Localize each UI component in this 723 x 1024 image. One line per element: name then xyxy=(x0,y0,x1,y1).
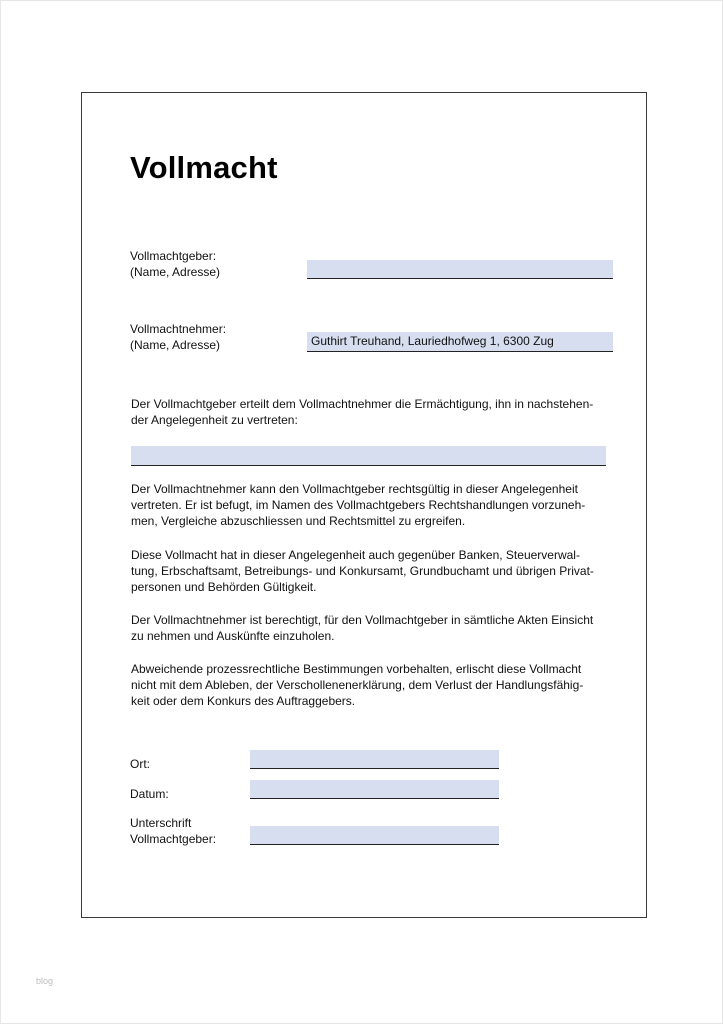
signature-label-line1: Unterschrift xyxy=(130,816,192,830)
paragraph-line: Diese Vollmacht hat in dieser Angelegenheit auch gegenüber Banken, Steuerverwal- xyxy=(131,548,580,562)
watermark-text: blog xyxy=(36,976,54,986)
inspection-paragraph xyxy=(131,612,611,644)
paragraph-line: vertreten. Er ist befugt, im Namen des Vollmachtgebers Rechtshandlungen vorzuneh- xyxy=(131,498,586,512)
grantor-label-line1: Vollmachtgeber: xyxy=(130,249,217,263)
grantee-label-line1: Vollmachtnehmer: xyxy=(130,322,227,336)
grantor-input[interactable] xyxy=(307,260,613,279)
paragraph-line: Der Vollmachtgeber erteilt dem Vollmachtnehmer die Ermächtigung, ihn in nachstehen- xyxy=(131,397,594,411)
paragraph-line: Der Vollmachtnehmer ist berechtigt, für den Vollmachtgeber in sämtliche Akten Einsicht xyxy=(131,613,594,627)
paragraph-line: Abweichende prozessrechtliche Bestimmungen vorbehalten, erlischt diese Vollmacht xyxy=(131,662,582,676)
paragraph-line: men, Vergleiche abzuschliessen und Rechtsmittel zu ergreifen. xyxy=(131,514,466,528)
grantee-label xyxy=(130,321,226,353)
ort-input[interactable] xyxy=(250,750,499,769)
grantee-label-line2: (Name, Adresse) xyxy=(130,338,221,352)
paragraph-line: nicht mit dem Ableben, der Verschollenenerklärung, dem Verlust der Handlungsfähig- xyxy=(131,678,584,692)
grantee-input-value: Guthirt Treuhand, Lauriedhofweg 1, 6300 Zug xyxy=(311,334,554,348)
grantor-label xyxy=(130,248,220,280)
ort-label: Ort: xyxy=(130,757,150,771)
document-title: Vollmacht xyxy=(130,150,278,185)
paragraph-line: zu nehmen und Auskünfte einzuholen. xyxy=(131,629,335,643)
paragraph-line: der Angelegenheit zu vertreten: xyxy=(131,413,298,427)
matter-input[interactable] xyxy=(131,446,606,466)
powers-paragraph xyxy=(131,481,611,529)
paragraph-line: personen und Behörden Gültigkeit. xyxy=(131,580,317,594)
datum-input[interactable] xyxy=(250,780,499,799)
signature-label xyxy=(130,815,216,847)
paragraph-line: keit oder dem Konkurs des Auftraggebers. xyxy=(131,694,356,708)
grantee-input[interactable] xyxy=(307,332,613,352)
datum-label: Datum: xyxy=(130,787,169,801)
signature-label-line2: Vollmachtgeber: xyxy=(130,832,217,846)
authorization-paragraph xyxy=(131,396,611,428)
signature-input[interactable] xyxy=(250,826,499,845)
validity-paragraph xyxy=(131,547,611,595)
grantor-label-line2: (Name, Adresse) xyxy=(130,265,221,279)
termination-paragraph xyxy=(131,661,611,709)
paragraph-line: Der Vollmachtnehmer kann den Vollmachtgeber rechtsgültig in dieser Angelegenheit xyxy=(131,482,578,496)
paragraph-line: tung, Erbschaftsamt, Betreibungs- und Konkursamt, Grundbuchamt und übrigen Privat- xyxy=(131,564,594,578)
